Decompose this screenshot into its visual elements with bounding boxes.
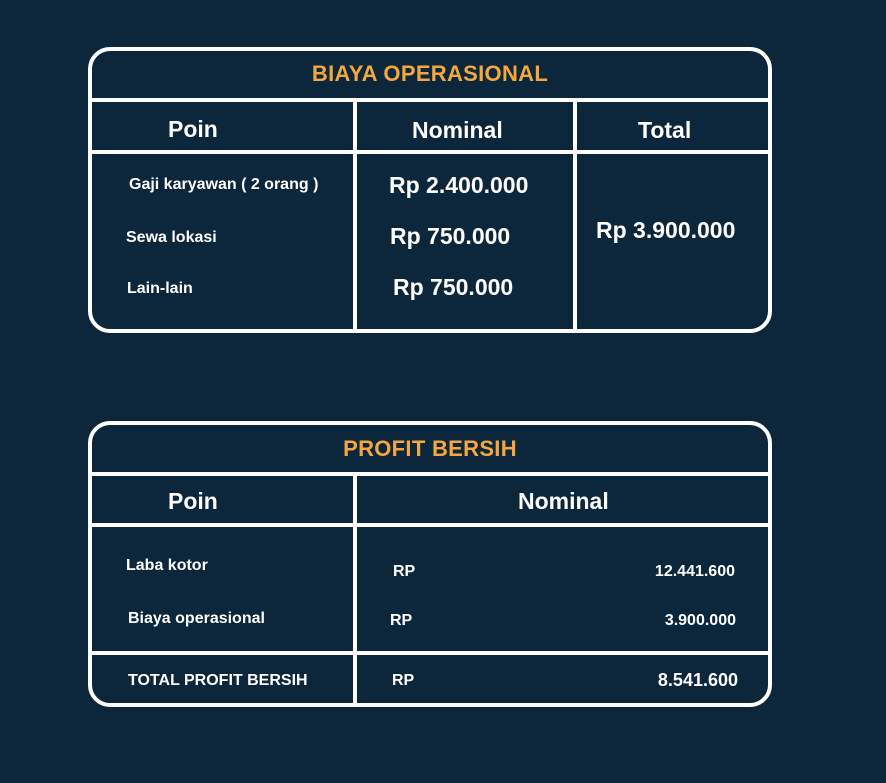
profit-bersih-title: PROFIT BERSIH	[343, 436, 517, 461]
row-currency-laba-kotor: RP	[393, 563, 416, 580]
row-amount-biaya-operasional: 3.900.000	[664, 612, 736, 629]
divider	[90, 472, 770, 476]
divider	[353, 474, 357, 704]
row-poin-biaya-operasional: Biaya operasional	[128, 610, 265, 627]
header-nominal: Nominal	[412, 117, 503, 143]
row-nominal-gaji: Rp 2.400.000	[389, 172, 529, 198]
row-poin-laba-kotor: Laba kotor	[126, 557, 208, 574]
divider	[353, 100, 357, 330]
row-currency-biaya-operasional: RP	[390, 612, 413, 629]
row-amount-laba-kotor: 12.441.600	[654, 563, 735, 580]
total-operasional: Rp 3.900.000	[596, 217, 736, 243]
row-nominal-lain: Rp 750.000	[393, 274, 514, 300]
divider	[90, 98, 770, 102]
header-total: Total	[638, 117, 692, 143]
header-nominal: Nominal	[518, 488, 609, 514]
header-poin: Poin	[168, 488, 218, 514]
divider	[90, 150, 770, 154]
total-profit-label: TOTAL PROFIT BERSIH	[128, 672, 308, 689]
row-poin-sewa: Sewa lokasi	[126, 229, 217, 246]
total-profit-currency: RP	[392, 672, 415, 689]
row-nominal-sewa: Rp 750.000	[390, 223, 511, 249]
row-poin-lain: Lain-lain	[127, 280, 193, 297]
total-profit-amount: 8.541.600	[657, 670, 738, 690]
row-poin-gaji: Gaji karyawan ( 2 orang )	[129, 176, 319, 193]
header-poin: Poin	[168, 116, 218, 142]
divider	[573, 100, 577, 330]
biaya-operasional-title: BIAYA OPERASIONAL	[311, 61, 549, 86]
divider	[90, 651, 770, 655]
divider	[90, 523, 770, 527]
